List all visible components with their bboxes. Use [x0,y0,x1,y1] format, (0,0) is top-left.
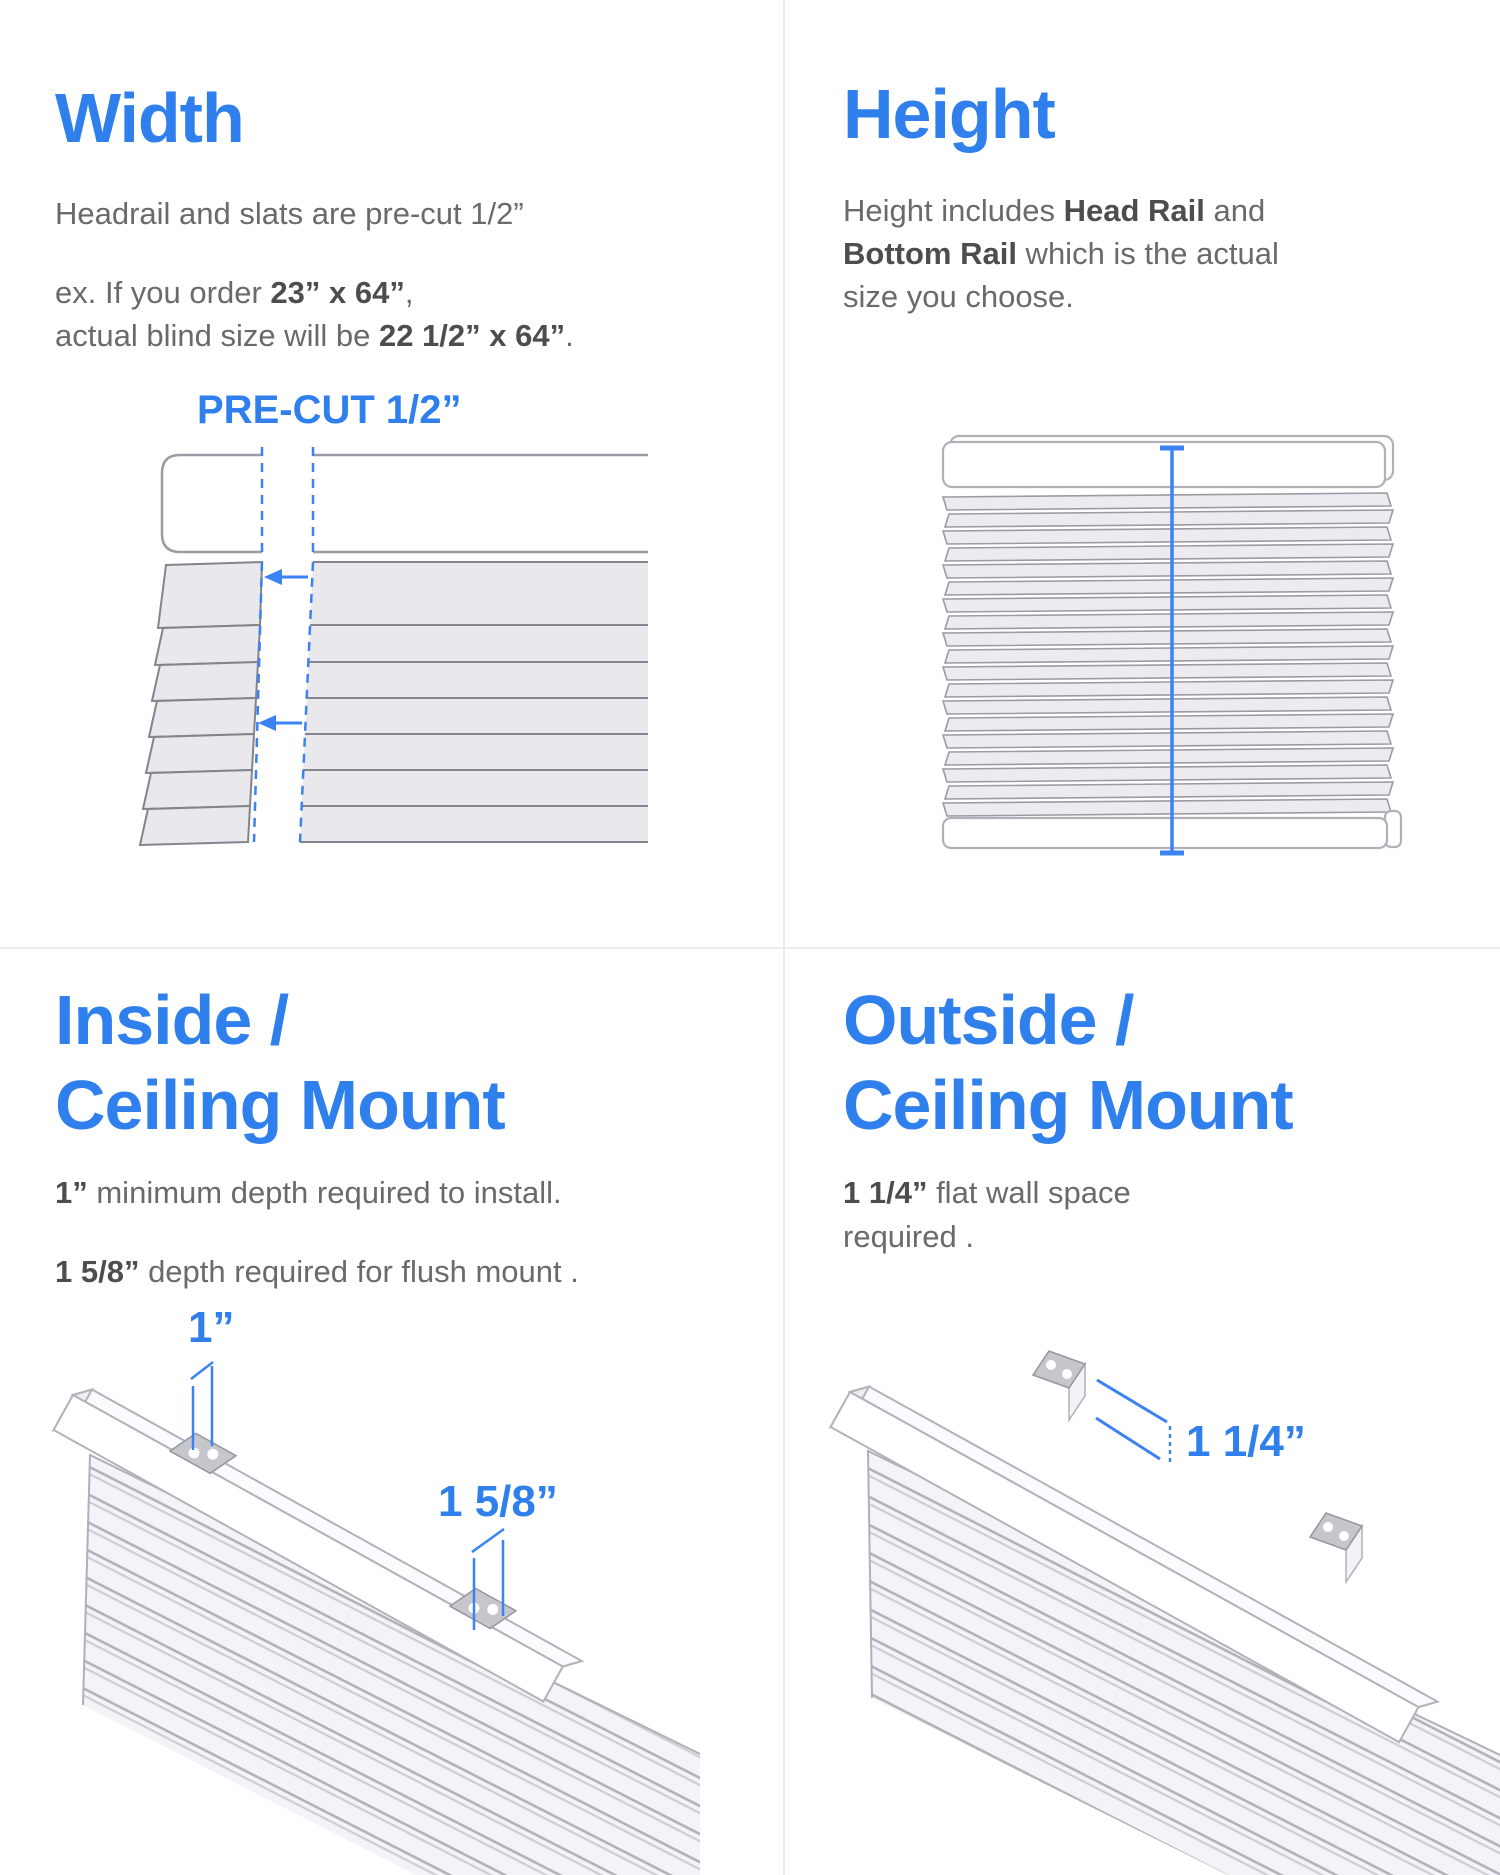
outside-mount-diagram [820,1330,1500,1875]
outside-mount-title [843,978,1293,1148]
vertical-divider [783,0,785,1875]
precut-label: PRE-CUT 1/2” [197,388,462,432]
inside-title-line2: Ceiling Mount [55,1066,505,1144]
outside-title-line1: Outside / [843,981,1134,1059]
height-desc-l1a: Height includes [843,193,1064,228]
slats-left-fragments [140,562,262,845]
height-desc-l1c: and [1204,193,1266,228]
width-example-size: 23” x 64” [270,275,405,310]
width-title: Width [55,79,244,157]
inside-mount-title [55,978,505,1148]
head-rail [943,436,1393,487]
inside-req1-value: 1” [55,1175,88,1210]
inside-title-line1: Inside / [55,981,289,1059]
wall-bracket [1310,1513,1362,1582]
height-title: Height [843,75,1055,153]
slats-right-section [300,562,648,842]
left-arrow-icon [258,569,308,731]
slat-stack [943,493,1393,816]
height-desc-l2b: which is the actual [1016,236,1279,271]
horizontal-divider [0,947,1500,949]
inside-mount-diagram [40,1300,700,1875]
headrail-cut-pieces [162,455,648,552]
slat-stack [868,1451,1500,1875]
inside-req2-text: depth required for flush mount . [139,1254,579,1289]
outside-req-value: 1 1/4” [843,1175,928,1210]
dimension-leader-lines [1096,1380,1170,1465]
width-result-prefix: actual blind size will be [55,318,379,353]
width-intro-text: Headrail and slats are pre-cut 1/2” [55,196,524,231]
height-desc-l1b: Head Rail [1063,193,1205,228]
outside-req-text1: flat wall space [927,1175,1131,1210]
width-example-suffix: , [404,275,414,310]
width-result-suffix: . [565,318,574,353]
inside-req2 [55,1250,579,1293]
width-result-size: 22 1/2” x 64” [378,318,566,353]
slat-stack [83,1455,700,1875]
outside-req [843,1171,1131,1259]
height-measure-diagram [935,435,1405,865]
inside-dim-top-label: 1” [188,1303,235,1352]
width-example [55,271,574,357]
height-desc-l3: size you choose. [843,279,1074,314]
width-precut-diagram [150,435,650,865]
outside-title-line2: Ceiling Mount [843,1066,1293,1144]
inside-req1 [55,1171,562,1214]
inside-req2-value: 1 5/8” [55,1254,140,1289]
height-desc-l2a: Bottom Rail [843,236,1017,271]
inside-req1-text: minimum depth required to install. [87,1175,562,1210]
outside-dim-label: 1 1/4” [1186,1417,1306,1466]
width-intro [55,192,524,235]
width-example-prefix: ex. If you order [55,275,271,310]
wall-bracket [1033,1351,1085,1420]
inside-dim-side-label: 1 5/8” [438,1477,558,1526]
height-description [843,189,1279,318]
outside-req-text2: required . [843,1219,974,1254]
